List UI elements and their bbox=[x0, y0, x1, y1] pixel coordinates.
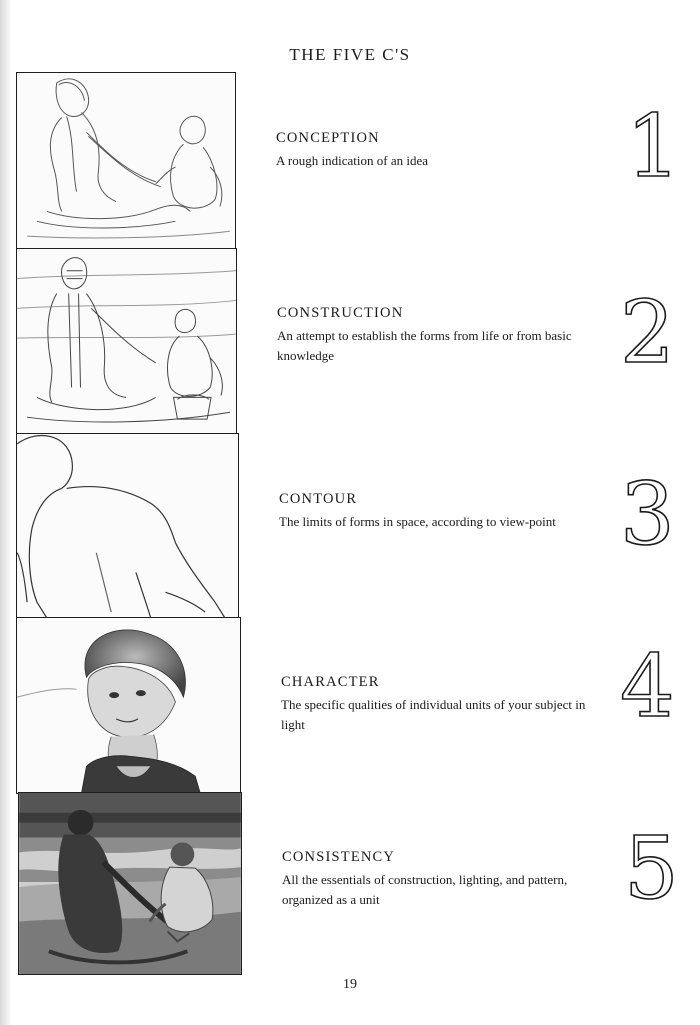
step-description: The specific qualities of individual units of your subject in light bbox=[281, 697, 586, 732]
page-number: 19 bbox=[343, 977, 357, 992]
step-description: A rough indication of an idea bbox=[276, 153, 428, 168]
step-heading: CONSISTENCY bbox=[282, 849, 396, 865]
step-contour bbox=[279, 491, 599, 532]
step-heading: CONCEPTION bbox=[276, 130, 380, 146]
step-numeral: 5 bbox=[624, 819, 679, 919]
illustration-character bbox=[16, 617, 241, 794]
page-edge-shadow bbox=[0, 0, 12, 1025]
step-conception bbox=[276, 130, 606, 171]
step-description: All the essentials of construction, lighting, and pattern, organized as a unit bbox=[282, 872, 568, 907]
step-consistency bbox=[282, 849, 602, 910]
step-numeral: 2 bbox=[620, 283, 675, 383]
finished-beach-scene-image bbox=[19, 793, 241, 974]
step-numeral: 4 bbox=[620, 637, 675, 737]
step-heading: CONSTRUCTION bbox=[277, 305, 404, 321]
step-heading: CHARACTER bbox=[281, 674, 380, 690]
illustration-conception bbox=[16, 72, 236, 250]
step-heading: CONTOUR bbox=[279, 491, 358, 507]
contour-drawing-shoulders-image bbox=[17, 434, 238, 618]
illustration-contour bbox=[16, 433, 239, 619]
step-numeral: 1 bbox=[626, 97, 681, 197]
illustration-strip bbox=[16, 72, 241, 975]
step-character bbox=[281, 674, 601, 735]
rough-sketch-woman-and-child-image bbox=[17, 73, 235, 249]
page-title: THE FIVE C'S bbox=[289, 45, 411, 65]
step-construction bbox=[277, 305, 597, 366]
step-description: The limits of forms in space, according to view-point bbox=[279, 514, 556, 529]
construction-sketch-woman-child-pail-image bbox=[17, 249, 236, 434]
illustration-construction bbox=[16, 248, 237, 435]
child-portrait-drawing-image bbox=[17, 618, 240, 793]
step-numeral: 3 bbox=[620, 465, 675, 565]
step-description: An attempt to establish the forms from life or from basic knowledge bbox=[277, 328, 572, 363]
illustration-consistency bbox=[18, 792, 242, 975]
